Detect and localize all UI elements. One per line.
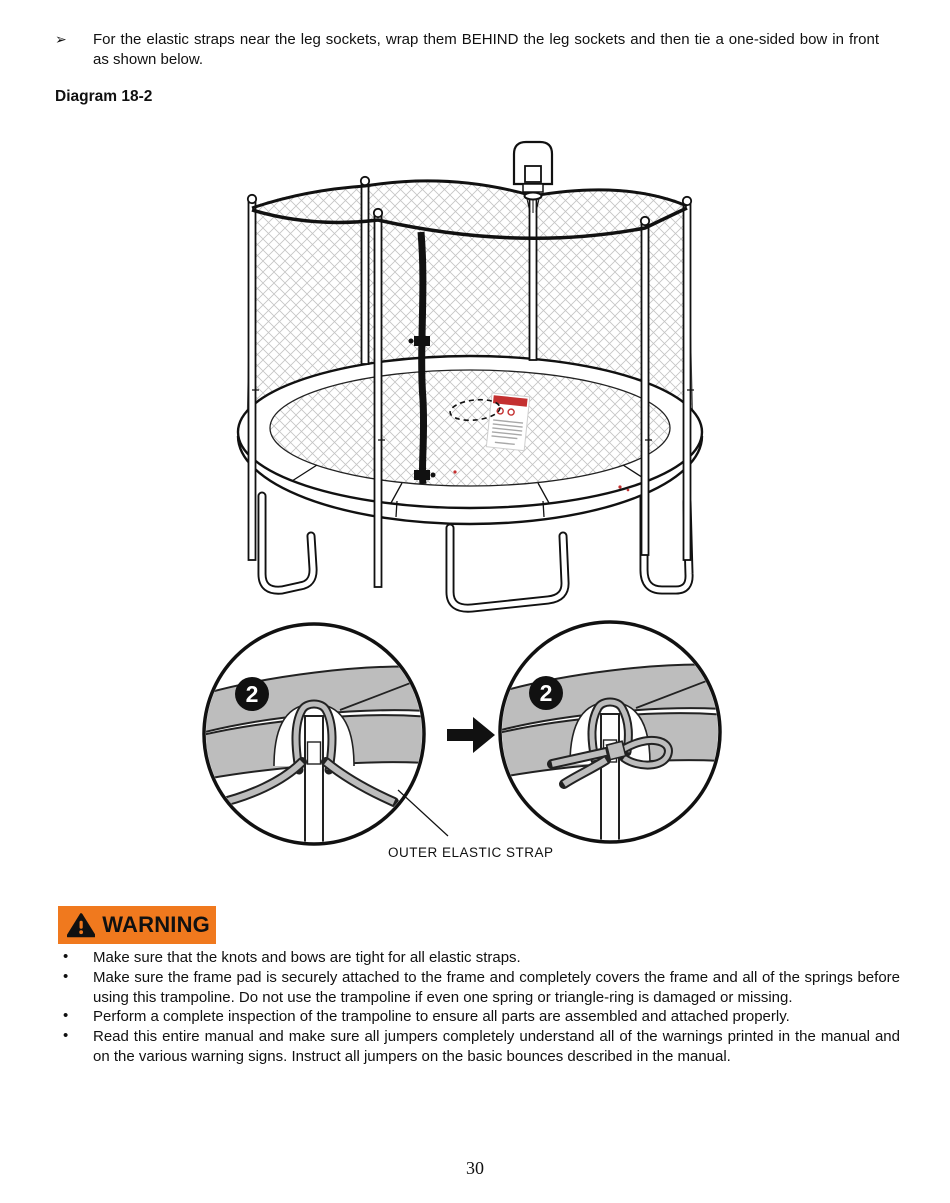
step-number: 2 bbox=[245, 681, 259, 707]
warning-title: WARNING bbox=[102, 912, 210, 937]
trampoline-illustration bbox=[230, 140, 710, 620]
bullet-icon: • bbox=[63, 948, 69, 965]
intro-note bbox=[55, 30, 879, 70]
diagram-title: Diagram 18-2 bbox=[55, 88, 153, 105]
intro-text: For the elastic straps near the leg sockets, wrap them BEHIND the leg sockets and then tie a one-sided bow in front as shown below. bbox=[93, 31, 879, 68]
warning-item-text: Make sure that the knots and bows are tight for all elastic straps. bbox=[93, 949, 521, 966]
step-number: 2 bbox=[539, 680, 553, 706]
detail-before bbox=[190, 624, 440, 866]
warning-item-text: Perform a complete inspection of the trampoline to ensure all parts are assembled and attached properly. bbox=[93, 1008, 790, 1026]
warning-item-text: Make sure the frame pad is securely attached to the frame and completely covers the frame and all of the springs before using this trampoline. Do not use the trampoline if even one spring or triangle-ring is damaged or missing. bbox=[93, 968, 900, 1006]
detail-after bbox=[486, 622, 736, 864]
bullet-icon: • bbox=[63, 967, 69, 985]
warning-item-text: Read this entire manual and make sure all jumpers completely understand all of the warnings printed in the manual and on the various warning signs. Instruct all jumpers on the basic bounces described in the manual. bbox=[93, 1028, 900, 1065]
bullet-icon: • bbox=[63, 1027, 69, 1045]
warning-item bbox=[55, 1027, 900, 1067]
page-number: 30 bbox=[466, 1158, 484, 1178]
trampoline-legs bbox=[262, 496, 689, 608]
strap-callout-label: OUTER ELASTIC STRAP bbox=[388, 845, 554, 860]
arrow-bullet-icon: ➢ bbox=[55, 31, 67, 47]
arrow-right-icon bbox=[447, 717, 495, 753]
enclosure-net bbox=[247, 180, 693, 491]
warning-list bbox=[55, 948, 900, 1067]
warning-item bbox=[55, 1007, 900, 1027]
callout-leader-line bbox=[398, 790, 448, 836]
bullet-icon: • bbox=[63, 1007, 69, 1025]
warning-item bbox=[55, 948, 900, 968]
strap-detail-diagrams bbox=[190, 612, 760, 867]
warning-item bbox=[55, 968, 900, 1008]
warning-triangle-icon bbox=[67, 912, 95, 939]
warning-banner bbox=[58, 906, 216, 944]
